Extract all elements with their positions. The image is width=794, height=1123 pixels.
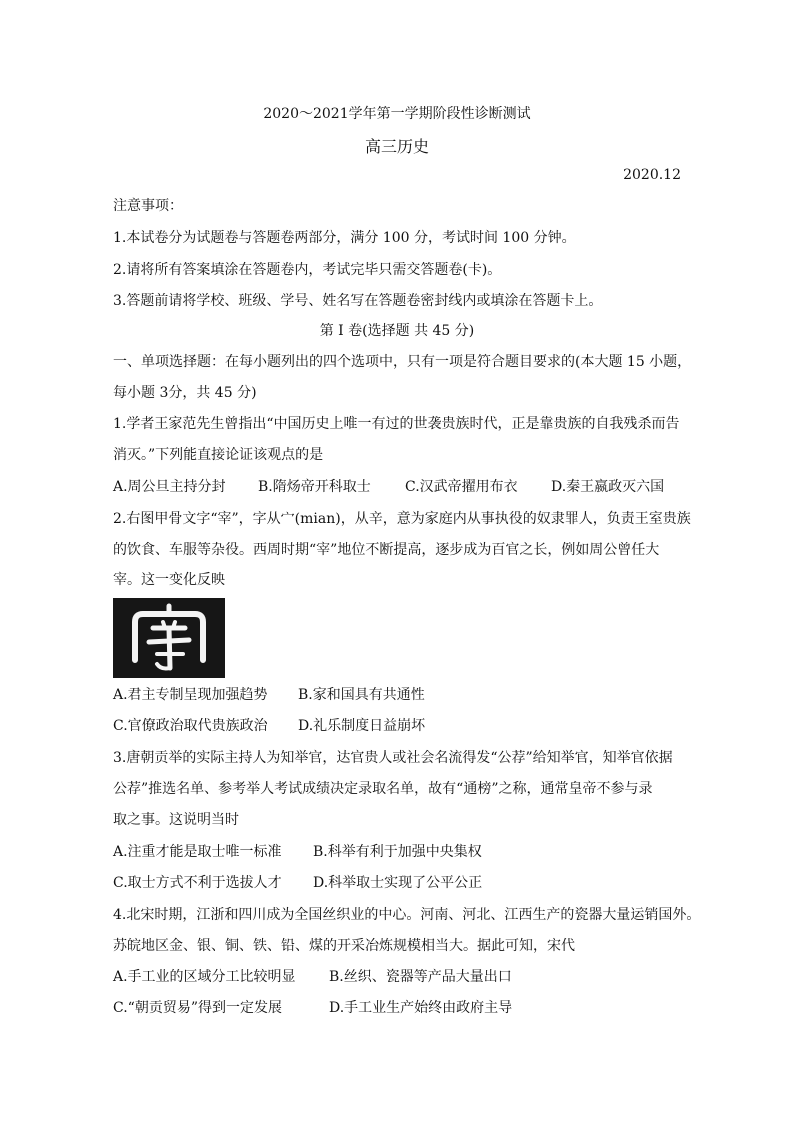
oracle-bone-zai-image — [113, 598, 225, 678]
question-4-option-a: A.手工业的区域分工比较明显 — [113, 969, 296, 985]
notice-item: 2.请将所有答案填涂在答题卷内，考试完毕只需交答题卷(卡)。 — [113, 262, 502, 278]
question-2-text: 的饮食、车服等杂役。西周时期“宰”地位不断提高，逐步成为百官之长，例如周公曾任大 — [113, 542, 660, 558]
question-2-option-b: B.家和国具有共通性 — [298, 687, 425, 703]
notice-title: 注意事项： — [113, 198, 183, 214]
question-3-option-c: C.取士方式不利于选拔人才 — [113, 875, 282, 891]
question-2-option-c: C.官僚政治取代贵族政治 — [113, 718, 268, 734]
question-1-text: 消灭。”下列能直接论证该观点的是 — [113, 447, 324, 463]
question-4-option-d: D.手工业生产始终由政府主导 — [329, 1000, 513, 1016]
question-3-text: 公荐”推选名单、参考举人考试成绩决定录取名单，故有“通榜”之称，通常皇帝不参与录 — [113, 781, 653, 797]
question-3-option-a: A.注重才能是取士唯一标准 — [113, 844, 282, 860]
question-2-text: 宰。这一变化反映 — [113, 572, 225, 588]
question-4-option-b: B.丝织、瓷器等产品大量出口 — [329, 969, 512, 985]
notice-item: 1.本试卷分为试题卷与答题卷两部分，满分 100 分，考试时间 100 分钟。 — [113, 230, 576, 246]
question-1-option-d: D.秦王嬴政灭六国 — [551, 479, 665, 495]
exam-date: 2020.12 — [623, 167, 681, 183]
section-instruction: 每小题 3分，共 45 分) — [113, 385, 257, 401]
question-2-option-a: A.君主专制呈现加强趋势 — [113, 687, 268, 703]
section-instruction: 一、单项选择题：在每小题列出的四个选项中，只有一项是符合题目要求的(本大题 15 小题， — [113, 354, 692, 370]
question-1-option-a: A.周公旦主持分封 — [113, 479, 226, 495]
question-4-text: 苏皖地区金、银、铜、铁、铅、煤的开采冶炼规模相当大。据此可知，宋代 — [113, 938, 575, 954]
notice-item: 3.答题前请将学校、班级、学号、姓名写在答题卷密封线内或填涂在答题卡上。 — [113, 293, 603, 309]
exam-title: 2020～2021学年第一学期阶段性诊断测试 — [263, 106, 531, 122]
question-4-text: 4.北宋时期，江浙和四川成为全国丝织业的中心。河南、河北、江西生产的瓷器大量运销国外。 — [113, 907, 701, 923]
subject-title: 高三历史 — [364, 137, 429, 156]
question-1-option-c: C.汉武帝擢用布衣 — [405, 479, 518, 495]
section-title: 第 I 卷(选择题 共 45 分) — [319, 323, 475, 339]
question-3-option-d: D.科举取士实现了公平公正 — [313, 875, 483, 891]
question-3-text: 取之事。这说明当时 — [113, 812, 239, 828]
question-3-option-b: B.科举有利于加强中央集权 — [313, 844, 482, 860]
question-1-text: 1.学者王家范先生曾指出“中国历史上唯一有过的世袭贵族时代，正是靠贵族的自我残杀而告 — [113, 416, 680, 432]
question-1-option-b: B.隋炀帝开科取士 — [258, 479, 371, 495]
question-3-text: 3.唐朝贡举的实际主持人为知举官，达官贵人或社会名流得发“公荐”给知举官，知举官依据 — [113, 750, 673, 766]
question-4-option-c: C.“朝贡贸易”得到一定发展 — [113, 1000, 282, 1016]
question-2-option-d: D.礼乐制度日益崩坏 — [298, 718, 426, 734]
question-2-text: 2.右图甲骨文字“宰”，字从宀(mian)，从辛，意为家庭内从事执役的奴隶罪人，负责王室贵族 — [113, 511, 691, 527]
